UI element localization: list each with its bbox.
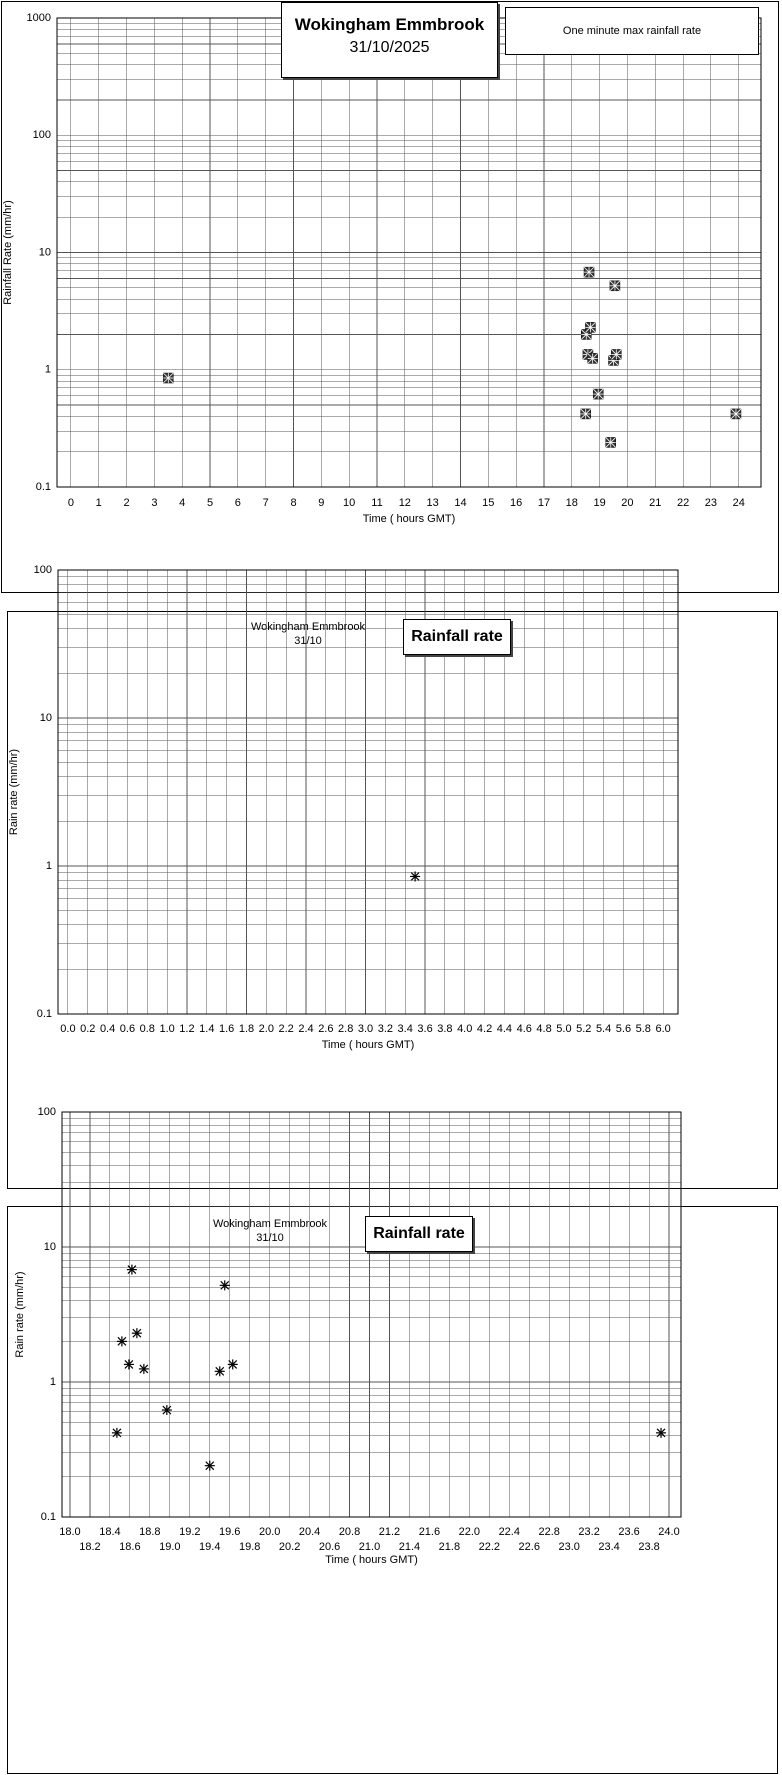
y-axis-label: Rainfall Rate (mm/hr) [2, 200, 14, 305]
x-tick-label: 8 [290, 497, 297, 509]
x-tick-label: 22 [676, 497, 690, 509]
x-tick-label: 14 [454, 497, 467, 509]
x-tick-label: 4.4 [496, 1023, 513, 1035]
x-tick-label: 18.8 [139, 1526, 161, 1538]
x-tick-label: 19.0 [159, 1541, 181, 1553]
x-tick-label: 22.4 [498, 1526, 520, 1538]
evening-chart-title: Rainfall rate [373, 1225, 465, 1242]
x-tick-label: 20 [621, 497, 634, 509]
y-tick-label: 1000 [26, 11, 51, 24]
x-tick-label: 4 [179, 497, 186, 509]
data-point [220, 1280, 230, 1290]
data-point [228, 1359, 238, 1369]
x-tick-label: 20.2 [278, 1541, 301, 1553]
y-tick-label: 10 [43, 1240, 56, 1253]
x-tick-label: 4.0 [457, 1023, 473, 1035]
y-axis-label: Rain rate (mm/hr) [14, 1271, 26, 1358]
x-tick-label: 0.8 [139, 1023, 155, 1035]
x-tick-label: 4.6 [516, 1023, 532, 1035]
x-tick-label: 3 [151, 497, 158, 509]
x-tick-label: 21.0 [358, 1541, 381, 1553]
x-tick-label: 20.8 [338, 1526, 361, 1538]
x-tick-label: 5.2 [576, 1023, 592, 1035]
daily-chart-legend [505, 7, 759, 55]
x-tick-label: 7 [262, 497, 269, 509]
data-point [656, 1428, 666, 1438]
x-axis-label: Time ( hours GMT) [321, 1039, 415, 1051]
data-point [132, 1328, 142, 1338]
data-point [215, 1366, 225, 1376]
y-axis-label: Rain rate (mm/hr) [8, 748, 20, 836]
evening-chart-svg [8, 1105, 779, 1775]
x-tick-label: 5.0 [556, 1023, 572, 1035]
x-tick-label: 15 [482, 497, 495, 509]
x-tick-label: 18.0 [59, 1526, 81, 1538]
x-tick-label: 6 [234, 497, 241, 509]
data-point [163, 373, 173, 383]
x-tick-label: 5 [206, 497, 214, 509]
x-tick-label: 19.2 [179, 1526, 201, 1538]
x-tick-label: 24 [732, 497, 745, 509]
x-tick-label: 6.0 [655, 1023, 671, 1035]
x-tick-label: 0.6 [119, 1023, 136, 1035]
x-tick-label: 21.6 [418, 1526, 441, 1538]
early-chart-svg [8, 563, 779, 1190]
x-tick-label: 4.2 [476, 1023, 493, 1035]
x-tick-label: 23.4 [598, 1541, 620, 1553]
x-tick-label: 12 [398, 497, 411, 509]
x-tick-label: 0 [67, 497, 74, 509]
x-tick-label: 1.8 [238, 1023, 255, 1035]
x-tick-label: 20.0 [258, 1526, 281, 1538]
x-tick-label: 9 [318, 497, 325, 509]
chart-panel-evening [7, 1105, 778, 1774]
x-tick-label: 23.8 [638, 1541, 660, 1553]
x-tick-label: 2.6 [318, 1023, 334, 1035]
x-tick-label: 23 [704, 497, 718, 509]
daily-chart-title-box [281, 2, 498, 78]
x-tick-label: 18.2 [79, 1541, 101, 1553]
x-tick-label: 22.8 [538, 1526, 560, 1538]
data-point [606, 437, 616, 447]
legend-label: One minute max rainfall rate [562, 25, 702, 37]
data-point [585, 322, 595, 332]
x-tick-label: 21.4 [398, 1541, 421, 1553]
data-point [117, 1336, 127, 1346]
early-chart-station: Wokingham Emmbrook [250, 621, 366, 633]
data-point [205, 1461, 215, 1471]
x-tick-label: 21.8 [438, 1541, 461, 1553]
y-tick-label: 0.1 [36, 1007, 52, 1020]
x-tick-label: 3.0 [357, 1023, 374, 1035]
x-tick-label: 22.6 [518, 1541, 540, 1553]
x-tick-label: 0.2 [80, 1023, 96, 1035]
x-tick-label: 10 [343, 497, 356, 509]
data-point [410, 871, 420, 881]
y-tick-label: 10 [38, 246, 51, 259]
data-point [139, 1364, 149, 1374]
x-tick-label: 20.4 [298, 1526, 321, 1538]
x-tick-label: 2.4 [298, 1023, 314, 1035]
x-tick-label: 19.4 [199, 1541, 221, 1553]
y-tick-label: 100 [32, 129, 51, 142]
daily-chart-date: 31/10/2025 [349, 39, 430, 56]
early-chart-title-box [403, 619, 511, 655]
x-tick-label: 3.6 [417, 1023, 433, 1035]
y-tick-label: 1 [45, 859, 52, 872]
data-point [588, 353, 598, 363]
x-tick-label: 23.2 [578, 1526, 600, 1538]
x-axis-label: Time ( hours GMT) [362, 513, 456, 525]
x-tick-label: 5.4 [595, 1023, 612, 1035]
data-point [610, 281, 620, 291]
daily-chart-title: Wokingham Emmbrook [294, 15, 485, 34]
x-tick-label: 21 [649, 497, 662, 509]
x-tick-label: 2.2 [278, 1023, 294, 1035]
early-chart-title: Rainfall rate [411, 628, 503, 645]
x-tick-label: 19.8 [238, 1541, 261, 1553]
x-tick-label: 1.0 [159, 1023, 175, 1035]
x-tick-label: 22.2 [478, 1541, 501, 1553]
x-tick-label: 22.0 [458, 1526, 481, 1538]
grid [57, 18, 761, 487]
x-tick-label: 13 [426, 497, 439, 509]
y-tick-label: 100 [37, 1105, 56, 1118]
x-tick-label: 0.4 [99, 1023, 116, 1035]
x-tick-label: 1.6 [218, 1023, 235, 1035]
x-tick-label: 21.2 [378, 1526, 401, 1538]
x-tick-label: 20.6 [318, 1541, 341, 1553]
data-point [593, 389, 603, 399]
x-tick-label: 2.8 [338, 1023, 354, 1035]
data-point [581, 409, 591, 419]
data-point [124, 1359, 134, 1369]
y-tick-label: 100 [33, 563, 52, 576]
y-tick-label: 10 [39, 711, 52, 724]
y-tick-label: 0.1 [40, 1510, 56, 1523]
x-tick-label: 2.0 [258, 1023, 274, 1035]
daily-chart-svg [2, 2, 780, 594]
x-tick-label: 3.4 [397, 1023, 413, 1035]
x-tick-label: 23.0 [558, 1541, 580, 1553]
x-tick-label: 1.4 [199, 1023, 215, 1035]
x-tick-label: 2 [123, 497, 130, 509]
x-tick-label: 19 [593, 497, 606, 509]
evening-chart-header [190, 1217, 350, 1245]
y-tick-label: 0.1 [35, 480, 51, 493]
x-tick-label: 1 [95, 497, 102, 509]
data-point [731, 409, 741, 419]
chart-panel-daily [1, 1, 779, 593]
x-tick-label: 4.8 [536, 1023, 552, 1035]
evening-chart-title-box [365, 1216, 473, 1252]
chart-panel-early [7, 563, 778, 1189]
evening-chart-station: Wokingham Emmbrook [212, 1218, 328, 1230]
x-tick-label: 3.2 [377, 1023, 394, 1035]
data-point [611, 349, 621, 359]
x-tick-label: 5.8 [635, 1023, 651, 1035]
x-tick-label: 0.0 [60, 1023, 76, 1035]
y-tick-label: 1 [44, 363, 51, 376]
x-axis-label: Time ( hours GMT) [325, 1554, 418, 1566]
x-tick-label: 23.6 [618, 1526, 640, 1538]
x-tick-label: 16 [510, 497, 523, 509]
x-tick-label: 18.6 [119, 1541, 141, 1553]
x-tick-label: 1.2 [179, 1023, 195, 1035]
early-chart-date: 31/10 [294, 635, 322, 647]
data-point [127, 1265, 137, 1275]
x-tick-label: 11 [371, 497, 383, 509]
x-tick-label: 17 [537, 497, 551, 509]
x-tick-label: 3.8 [437, 1023, 453, 1035]
x-tick-label: 18.4 [99, 1526, 121, 1538]
y-tick-label: 1 [49, 1375, 56, 1388]
data-point [584, 267, 594, 277]
data-point [162, 1405, 172, 1415]
data-point [112, 1428, 122, 1438]
x-tick-label: 24.0 [658, 1526, 680, 1538]
x-tick-label: 19.6 [219, 1526, 241, 1538]
x-tick-label: 5.6 [615, 1023, 632, 1035]
evening-chart-date: 31/10 [256, 1232, 284, 1244]
x-tick-label: 18 [565, 497, 578, 509]
early-chart-header [228, 620, 388, 648]
